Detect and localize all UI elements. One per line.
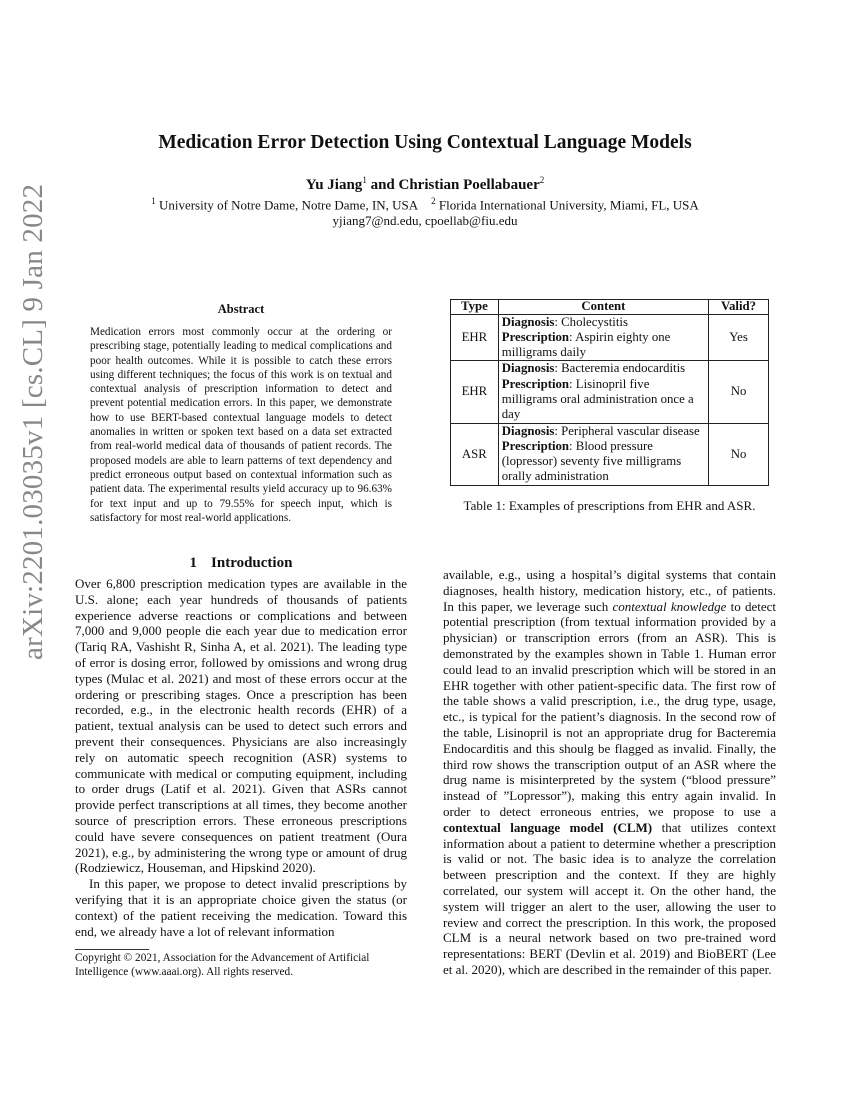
footnote-rule [75,949,149,950]
prescription-label: Prescription [501,329,570,344]
left-column-body [75,576,407,939]
table-header-row [451,300,769,315]
cell-content [498,314,708,361]
prescription-value: : Blood pressure (lopressor) seventy five milligrams orally administration [501,438,682,484]
arxiv-id[interactable]: arXiv:2201.03035v1 [cs.CL] 9 Jan 2022 [17,183,49,660]
author-line [0,175,850,194]
author-name: Christian Poellabauer [398,177,540,193]
prescription-label: Prescription [501,376,570,391]
author-emails[interactable]: yjiang7@nd.edu, cpoellab@fiu.edu [332,213,518,228]
prescription-line [502,377,705,423]
cell-valid: Yes [709,314,769,361]
section-title: Introduction [211,555,293,571]
affil-marker: 2 [539,175,545,185]
cell-type: ASR [451,423,499,485]
paragraph [443,567,776,978]
diagnosis-line [502,361,705,376]
text-run: available, e.g., using a hospital’s digital systems that contain diagnoses, health history, medication history, etc., of patients. In this paper, we leverage such [443,567,776,614]
cell-content [498,423,708,485]
emphasis: contextual knowledge [612,598,727,614]
diagnosis-value: : Peripheral vascular disease [554,423,700,438]
prescription-line [502,439,705,485]
diagnosis-value: : Cholecystitis [554,314,628,329]
diagnosis-line [502,315,705,330]
table-row [451,314,769,361]
abstract-text: Medication errors most commonly occur at the ordering or prescribing stage, potentially leading to medical complications and poor health outcomes. While it is possible to catch these errors using different techniques; the focus of this work is on textual and contextual analysis of prescription information to detect and prevent potential medication errors. In this paper, we demonstrate how to use BERT-based contextual language models to detect anomalies in written or spoken text based on a data set extracted from real-world medical data of thousands of patient records. The proposed models are able to learn patterns of text dependency and predict erroneous output based on contextual information such as patient data. The experimental results yield accuracy up to 96.63% for text input and up to 79.55% for speech input, which is satisfactory for most real-world applications. [90,326,392,524]
diagnosis-label: Diagnosis [501,361,555,376]
table-caption: Table 1: Examples of prescriptions from EHR and ASR. [463,498,756,513]
text-run: that utilizes context information about a patient to determine whether a prescription is valid or not. The basic idea is to analyze the correlation between prescription and the context. If they are highly correlated, our system will accept it. On the other hand, the system will trigger an alert to the user, allowing the user to review and correct the prescription. In this work, the proposed CLM is a neural network based on two pre-trained word representations: BERT (Devlin et al. 2019) and BioBERT (Lee et al. 2020), which are described in the remainder of this paper. [443,819,776,977]
affil-marker: 1 [362,175,367,185]
table-row [451,423,769,485]
affil-marker: 2 [431,196,436,206]
author-conjunction: and [366,177,399,193]
author-name: Yu Jiang [305,177,363,193]
paragraph: Over 6,800 prescription medication types are available in the U.S. alone; each year hundreds of thousands of patients experience adverse reactions or complications and between 7,000 and 9,000 people die each year due to medication error (Tariq RA, Vashisht R, Sinha A, et al. 2021). The leading type of error is dosing error, followed by omissions and wrong drug types (Mulac et al. 2021) and most of these errors occur at the ordering or prescribing stages. Once a prescription has been recorded, e.g., in the electronic health records (EHR) of a patient, textual analysis can be used to detect such errors and prevent their consequences. Physicians are also increasingly rely on automatic speech recognition (ASR) systems to communicate with medical or computing equipment, including to order drugs (Latif et al. 2021). Given that ASRs cannot provide perfect transcriptions at all times, they become another source of prescription errors. These erroneous prescriptions could have severe consequences on patient treatment (Oura 2021), e.g., by administering the wrong type or amount of drug (Rodziewicz, Houseman, and Hipskind 2020). [75,576,407,876]
section-heading [75,555,407,572]
text-run: to detect potential prescription (from textual information provided by a physician) or transcription errors (from an ASR). This is demonstrated by the examples shown in Table 1. Human error could lead to an invalid prescription which will be stored in an EHR together with other patient-specific data. The first row of the table shows a valid prescription, i.e., the drug type, usage, etc., is typical for the patient’s diagnosis. In the second row of the table, Lisinopril is not an appropriate drug for Bacteremia Endocarditis and this shoulg be flagged as invalid. Finally, the third row shows the transcription output of an ASR where the drug name is misinterpreted by the system (“blood pressure” instead of ”Lopressor”), making this entry again invalid. In order to detect erroneous entries, we propose to use a [443,598,776,819]
right-column-body [443,567,776,978]
col-header-content: Content [498,300,708,315]
prescription-value: : Aspirin eighty one milligrams daily [501,329,671,360]
abstract-heading: Abstract [217,302,265,316]
paper-title: Medication Error Detection Using Contextual Language Models [158,132,692,153]
cell-content [498,361,708,423]
diagnosis-value: : Bacteremia endocarditis [554,361,686,376]
diagnosis-label: Diagnosis [501,314,555,329]
affiliation: University of Notre Dame, Notre Dame, IN, USA [155,197,419,213]
cell-valid: No [709,423,769,485]
col-header-type: Type [451,300,499,315]
table-row [451,361,769,423]
section-number: 1 [189,555,198,571]
prescription-line [502,330,705,361]
cell-type: EHR [451,314,499,361]
prescription-table [450,299,769,486]
affiliation: Florida International University, Miami, FL, USA [435,197,699,213]
prescription-value: : Lisinopril five milligrams oral administration once a day [501,376,694,422]
paragraph: In this paper, we propose to detect invalid prescriptions by verifying that it is an appropriate choice given the status (or context) of the patient receiving the medication. Toward this end, we already have a lot of relevant information [75,876,407,939]
affil-marker: 1 [151,196,156,206]
cell-type: EHR [451,361,499,423]
affiliations [0,196,850,213]
prescription-label: Prescription [501,438,570,453]
key-term: contextual language model (CLM) [443,819,653,835]
cell-valid: No [709,361,769,423]
diagnosis-line [502,424,705,439]
col-header-valid: Valid? [709,300,769,315]
diagnosis-label: Diagnosis [501,423,555,438]
copyright-footnote: Copyright © 2021, Association for the Advancement of Artificial Intelligence (www.aaai.org). All rights reserved. [75,952,370,978]
